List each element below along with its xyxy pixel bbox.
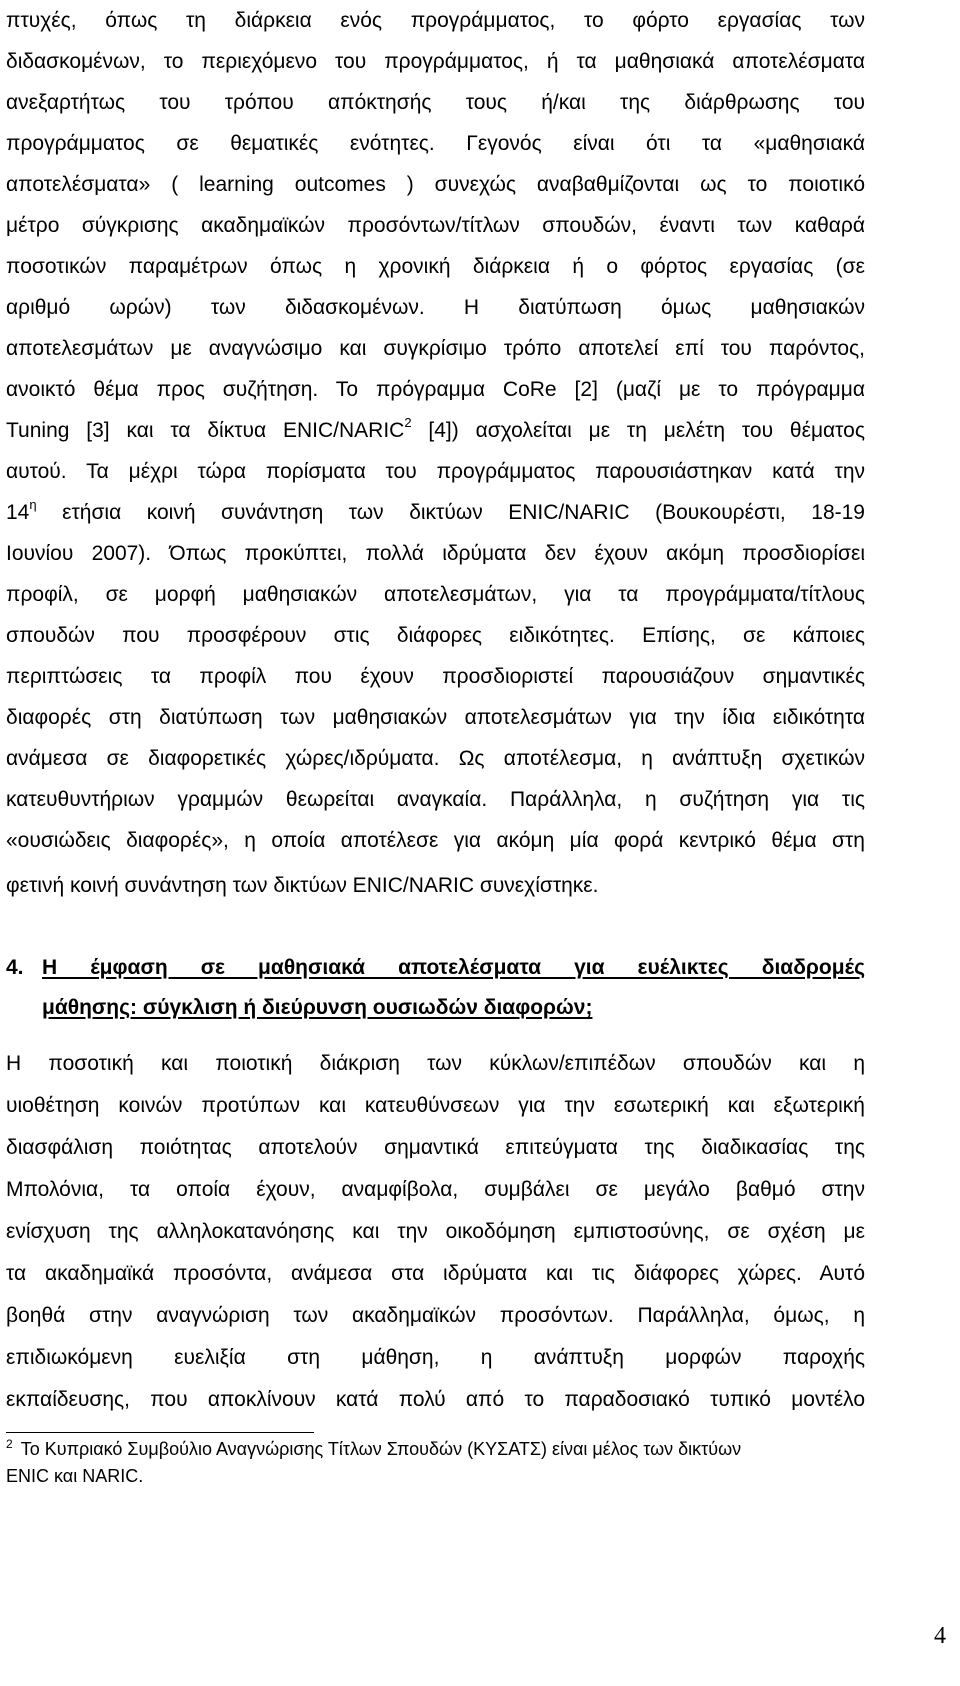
text-line: Μπολόνια, τα οποία έχουν, αναμφίβολα, συμβάλει σε μεγάλο βαθμό στην bbox=[6, 1178, 865, 1201]
section-heading-line-1 bbox=[6, 948, 865, 988]
text-line: προγράμματος σε θεματικές ενότητες. Γεγονός είναι ότι τα «μαθησιακά bbox=[6, 132, 865, 155]
text-fragment: [4]) ασχολείται με τη μελέτη του θέματος bbox=[411, 419, 865, 442]
text-line: ανεξαρτήτως του τρόπου απόκτησής τους ή/και της διάρθρωσης του bbox=[6, 91, 865, 114]
footnote bbox=[6, 1437, 876, 1489]
text-line: ποσοτικών παραμέτρων όπως η χρονική διάρκεια ή ο φόρτος εργασίας (σε bbox=[6, 255, 865, 278]
text-line: αριθμό ωρών) των διδασκομένων. Η διατύπωση όμως μαθησιακών bbox=[6, 296, 865, 319]
footnote-line-2: ENIC και NARIC. bbox=[6, 1466, 144, 1486]
text-fragment: ετήσια κοινή συνάντηση των δικτύων ENIC/NARIC (Βουκουρέστι, 18-19 bbox=[36, 501, 865, 524]
text-line: διαφορές στη διατύπωση των μαθησιακών αποτελεσμάτων για την ίδια ειδικότητα bbox=[6, 706, 865, 729]
text-line: αποτελεσμάτων με αναγνώσιμο και συγκρίσιμο τρόπο αποτελεί επί του παρόντος, bbox=[6, 337, 865, 360]
text-line: ανάμεσα σε διαφορετικές χώρες/ιδρύματα. Ως αποτέλεσμα, η ανάπτυξη σχετικών bbox=[6, 747, 865, 770]
footnote-mark: 2 bbox=[6, 1437, 13, 1451]
text-line: βοηθά στην αναγνώριση των ακαδημαϊκών προσόντων. Παράλληλα, όμως, η bbox=[6, 1304, 865, 1327]
ordinal-suffix: η bbox=[29, 497, 37, 512]
text-line: ενίσχυση της αλληλοκατανόησης και την οικοδόμηση εμπιστοσύνης, σε σχέση με bbox=[6, 1220, 865, 1243]
footnote-text: Το Κυπριακό Συμβούλιο Αναγνώρισης Τίτλων Σπουδών (ΚΥΣΑΤΣ) είναι μέλος των δικτύων bbox=[20, 1439, 742, 1459]
text-line: διδασκομένων, το περιεχόμενο του προγράμματος, ή τα μαθησιακά αποτελέσματα bbox=[6, 50, 865, 73]
footnote-divider bbox=[6, 1432, 314, 1433]
text-line: πτυχές, όπως τη διάρκεια ενός προγράμματος, το φόρτο εργασίας των bbox=[6, 9, 865, 32]
text-line: διασφάλιση ποιότητας αποτελούν σημαντικά επιτεύγματα της διαδικασίας της bbox=[6, 1136, 865, 1159]
text-line: προφίλ, σε μορφή μαθησιακών αποτελεσμάτων, για τα προγράμματα/τίτλους bbox=[6, 583, 865, 606]
ordinal-number: 14 bbox=[6, 501, 30, 524]
body-paragraph bbox=[6, 0, 865, 906]
text-line-ordinal bbox=[6, 492, 865, 533]
text-line: αυτού. Τα μέχρι τώρα πορίσματα του προγράμματος παρουσιάστηκαν κατά την bbox=[6, 460, 865, 483]
section-body-paragraph bbox=[6, 1043, 865, 1421]
section-heading bbox=[6, 948, 865, 1028]
text-line: περιπτώσεις τα προφίλ που έχουν προσδιοριστεί παρουσιάζουν σημαντικές bbox=[6, 665, 865, 688]
text-line-last: φετινή κοινή συνάντηση των δικτύων ENIC/NARIC συνεχίστηκε. bbox=[6, 874, 599, 897]
text-line: «ουσιώδεις διαφορές», η οποία αποτέλεσε για ακόμη μία φορά κεντρικό θέμα στη bbox=[6, 829, 865, 852]
text-line: μέτρο σύγκρισης ακαδημαϊκών προσόντων/τίτλων σπουδών, έναντι των καθαρά bbox=[6, 214, 865, 237]
text-line: σπουδών που προσφέρουν στις διάφορες ειδικότητες. Επίσης, σε κάποιες bbox=[6, 624, 865, 647]
section-title-part-1: Η έμφαση σε μαθησιακά αποτελέσματα για ευέλικτες διαδρομές bbox=[42, 956, 865, 979]
section-heading-line-2 bbox=[6, 988, 865, 1028]
section-title-part-2: μάθησης: σύγκλιση ή διεύρυνση ουσιωδών διαφορών; bbox=[42, 996, 593, 1019]
page-number: 4 bbox=[934, 1623, 946, 1649]
text-line: Ιουνίου 2007). Όπως προκύπτει, πολλά ιδρύματα δεν έχουν ακόμη προσδιορίσει bbox=[6, 542, 865, 565]
text-line: αποτελέσματα» ( learning outcomes ) συνεχώς αναβαθμίζονται ως το ποιοτικό bbox=[6, 173, 865, 196]
text-line: υιοθέτηση κοινών προτύπων και κατευθύνσεων για την εσωτερική και εξωτερική bbox=[6, 1094, 865, 1117]
text-line: Η ποσοτική και ποιοτική διάκριση των κύκλων/επιπέδων σπουδών και η bbox=[6, 1052, 865, 1075]
text-line-with-footnote-ref bbox=[6, 410, 865, 451]
text-line: τα ακαδημαϊκά προσόντα, ανάμεσα στα ιδρύματα και τις διάφορες χώρες. Αυτό bbox=[6, 1262, 865, 1285]
text-line: κατευθυντήριων γραμμών θεωρείται αναγκαία. Παράλληλα, η συζήτηση για τις bbox=[6, 788, 865, 811]
text-line: επιδιωκόμενη ευελιξία στη μάθηση, η ανάπτυξη μορφών παροχής bbox=[6, 1346, 865, 1369]
text-fragment: Tuning [3] και τα δίκτυα ENIC/NARIC bbox=[6, 419, 405, 442]
text-line: εκπαίδευσης, που αποκλίνουν κατά πολύ από το παραδοσιακό τυπικό μοντέλο bbox=[6, 1388, 865, 1411]
footnote-line-1 bbox=[6, 1437, 876, 1464]
footnote-reference: 2 bbox=[404, 415, 412, 430]
text-line: ανοικτό θέμα προς συζήτηση. Το πρόγραμμα CoRe [2] (μαζί με το πρόγραμμα bbox=[6, 378, 865, 401]
section-number: 4. bbox=[6, 956, 24, 979]
